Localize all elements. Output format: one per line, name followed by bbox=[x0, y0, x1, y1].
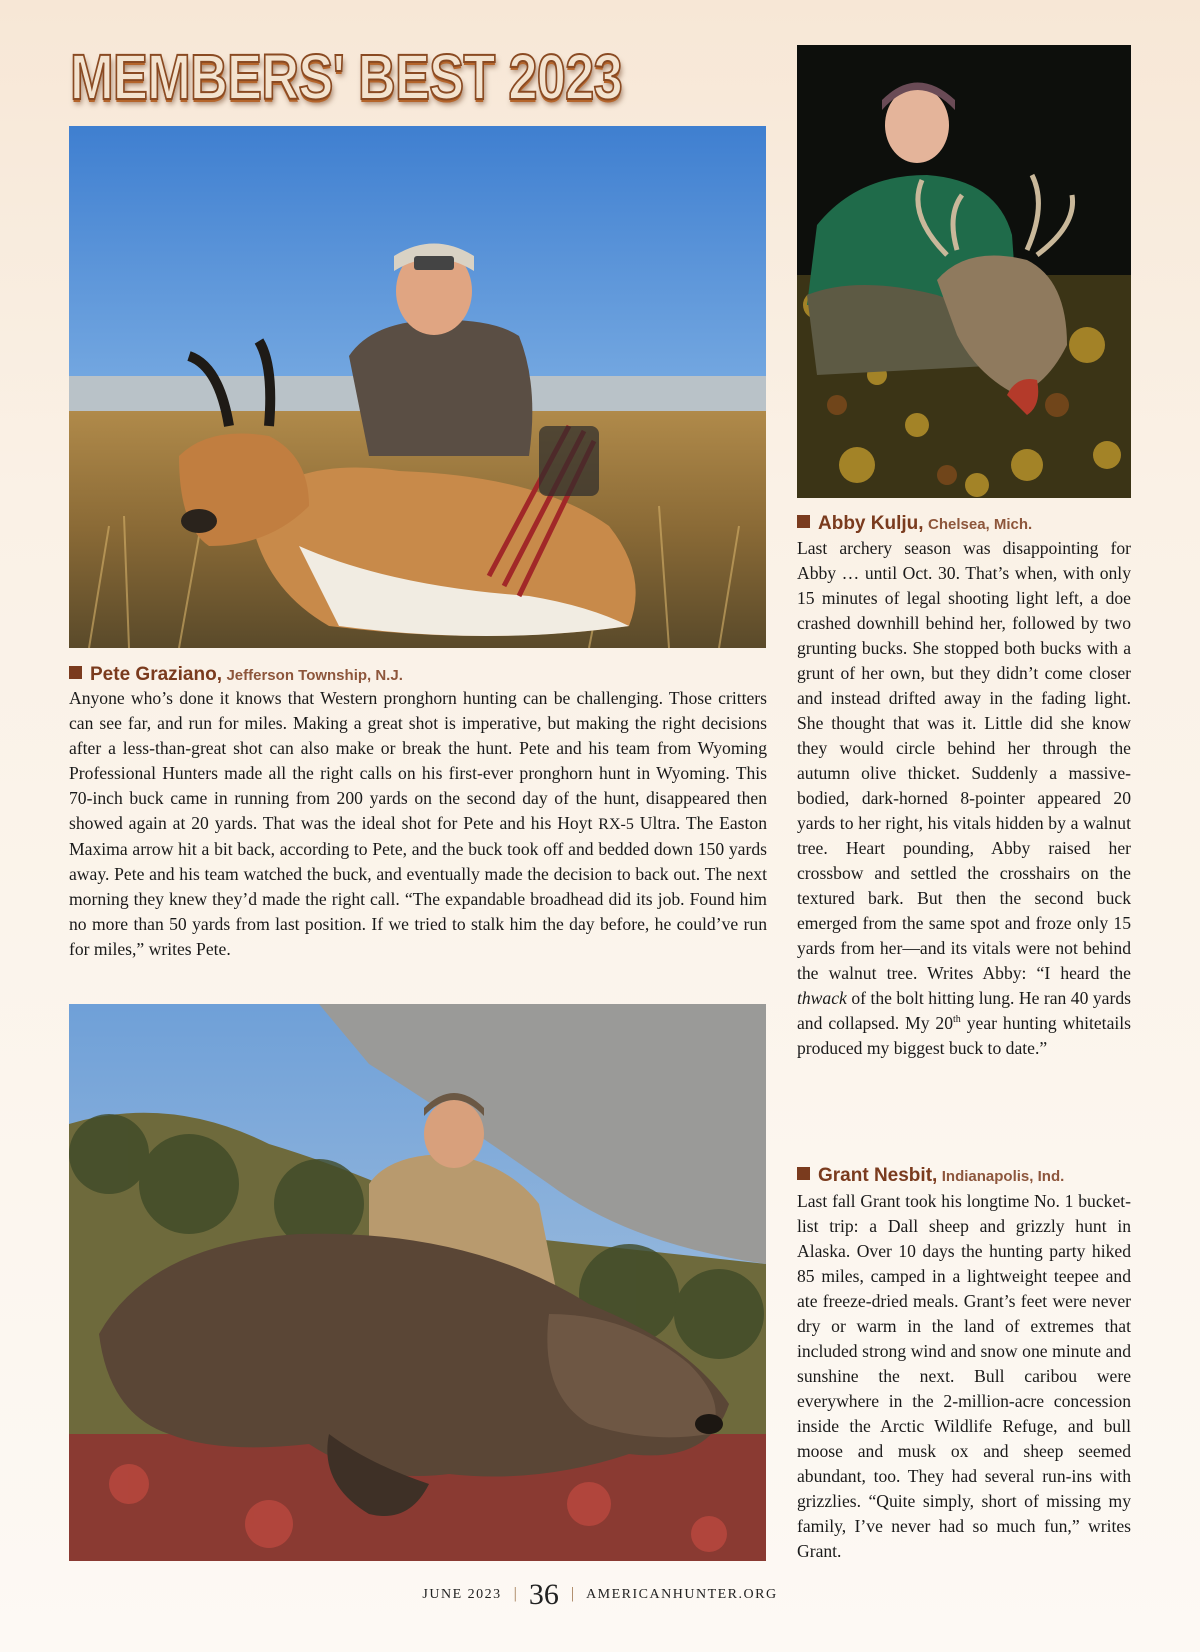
bullet-square bbox=[797, 1167, 810, 1180]
hunter-name: Pete Graziano, bbox=[90, 664, 222, 685]
story-text: Anyone who’s done it knows that Western pronghorn hunting can be challenging. Those critters can see far, and run for miles. Making a great shot is imperative, but making the right decisions after a less-than-great shot can also make or break the hunt. Pete and his team from Wyoming Professional Hunters made all the right calls on his first-ever pronghorn hunt in Wyoming. This 70-inch buck came in running from 200 yards on the second day of the hunt, disappeared then showed again at 20 yards. That was the ideal shot for Pete and his Hoyt bbox=[69, 688, 767, 833]
hunter-location: Jefferson Township, N.J. bbox=[226, 667, 403, 684]
story-abby bbox=[797, 536, 1131, 1061]
footer-divider: | bbox=[513, 1585, 517, 1602]
story-text: of the bolt hitting lung. He ran 40 yards and collapsed. My 20 bbox=[797, 988, 1131, 1033]
bullet-square bbox=[69, 666, 82, 679]
grizzly-photo bbox=[69, 1004, 766, 1561]
story-text: year hunting whitetails produced my biggest buck to date.” bbox=[797, 1013, 1131, 1058]
hunter-location: Chelsea, Mich. bbox=[928, 516, 1033, 533]
caption-heading-pete bbox=[69, 664, 403, 686]
caption-heading-abby bbox=[797, 513, 1032, 535]
whitetail-photo bbox=[797, 45, 1131, 498]
hunter-name: Abby Kulju, bbox=[818, 513, 924, 534]
pronghorn-photo bbox=[69, 126, 766, 648]
story-text: Last archery season was disappointing for Abby … until Oct. 30. That’s when, with only 15 minutes of legal shooting light left, a doe crashed downhill behind her, followed by two grunting bucks. She stopped both bucks with a grunt of her own, but they didn’t come closer and instead drifted away in the fading light. She thought that was it. Little did she know they would circle behind her through the autumn olive thicket. Suddenly a massive-bodied, dark-horned 8-pointer appeared 20 yards to her right, his vitals hidden by a walnut tree. Heart pounding, Abby raised her crossbow and settled the crosshairs on the textured bark. But then the second buck emerged from the same spot and froze only 15 yards from her—and its vitals were not behind the walnut tree. Writes Abby: “I heard the bbox=[797, 538, 1131, 983]
page-title: MEMBERS' BEST 2023 bbox=[70, 41, 622, 113]
story-text: Ultra. The Easton Maxima arrow hit a bit back, according to Pete, and the buck took off and bedded down 150 yards away. Pete and his team watched the buck, and eventually made the decision to back out. The next morning they knew they’d made the right call. “The expandable broadhead did its job. Found him no more than 50 yards from last position. If we tried to stalk him the day before, he could’ve run for miles,” writes Pete. bbox=[69, 813, 767, 959]
story-grant: Last fall Grant took his longtime No. 1 bucket-list trip: a Dall sheep and grizzly hunt in Alaska. Over 10 days the hunting party hiked 85 miles, camped in a lightweight teepee and ate freeze-dried meals. Grant’s feet were never dry or warm in the land of extremes that included strong wind and snow one minute and sunshine the next. Bull caribou were everywhere in the 2-million-acre concession inside the Arctic Wildlife Refuge, and bull moose and musk ox and sheep seemed abundant, too. They had several run-ins with grizzlies. “Quite simply, short of missing my family, I’ve never had so much fun,” writes Grant. bbox=[797, 1191, 1131, 1561]
story-emphasis: thwack bbox=[797, 988, 847, 1008]
bow-model: RX-5 bbox=[598, 816, 634, 833]
hunter-name: Grant Nesbit, bbox=[818, 1165, 938, 1186]
issue-date: JUNE 2023 bbox=[422, 1587, 502, 1602]
page-number: 36 bbox=[528, 1578, 559, 1611]
footer-divider: | bbox=[570, 1585, 575, 1602]
caption-heading-grant bbox=[797, 1165, 1064, 1187]
bullet-square bbox=[797, 515, 810, 528]
site-link[interactable]: AMERICANHUNTER.ORG bbox=[586, 1587, 778, 1602]
hunter-location: Indianapolis, Ind. bbox=[941, 1168, 1065, 1185]
ordinal-suffix: th bbox=[953, 1014, 961, 1026]
page-footer bbox=[0, 1578, 1200, 1612]
story-pete bbox=[69, 686, 767, 962]
